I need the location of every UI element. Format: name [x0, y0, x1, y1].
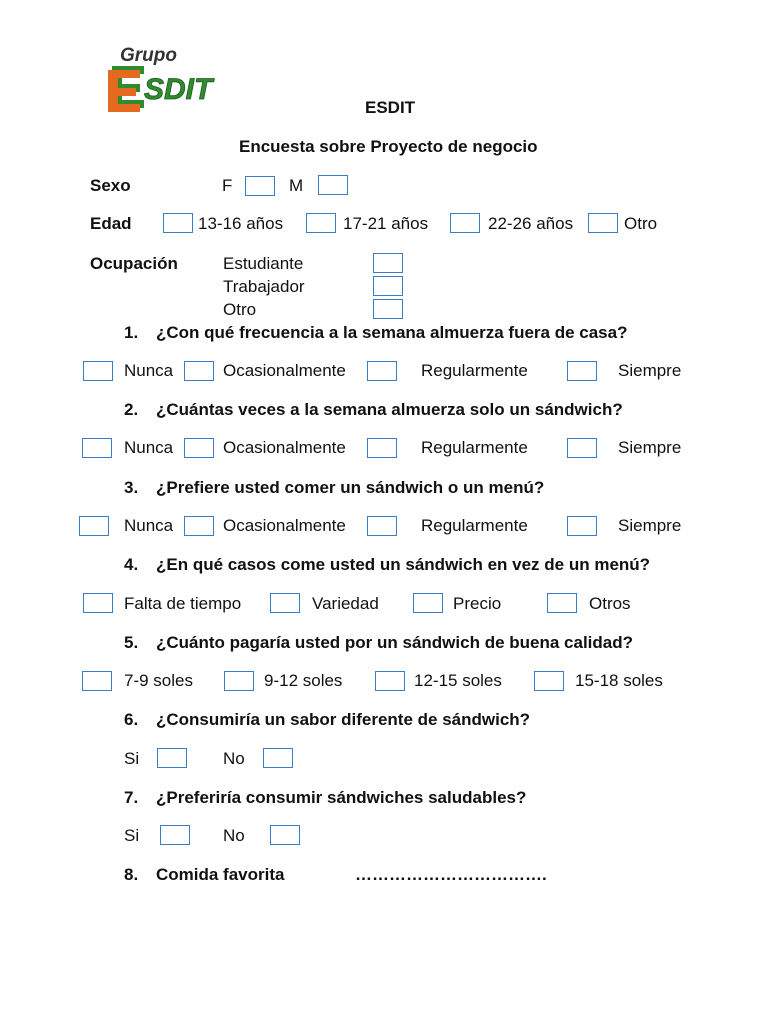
q6-no-checkbox[interactable]: [263, 748, 293, 768]
q3-regularmente-checkbox[interactable]: [367, 516, 397, 536]
question-7: 7. ¿Preferiría consumir sándwiches saludables?: [124, 788, 527, 807]
option-label: 15-18 soles: [575, 671, 663, 690]
q2-siempre-checkbox[interactable]: [567, 438, 597, 458]
edad-17-21-checkbox[interactable]: [306, 213, 336, 233]
question-2: 2. ¿Cuántas veces a la semana almuerza solo un sándwich?: [124, 400, 623, 419]
ocupacion-trabajador-checkbox[interactable]: [373, 276, 403, 296]
edad-option: 17-21 años: [343, 214, 429, 233]
survey-title: Encuesta sobre Proyecto de negocio: [239, 137, 538, 156]
q3-siempre-checkbox[interactable]: [567, 516, 597, 536]
question-3: 3. ¿Prefiere usted comer un sándwich o un menú?: [124, 478, 545, 497]
option-label: No: [223, 749, 245, 768]
option-label: Variedad: [312, 594, 379, 613]
option-label: Ocasionalmente: [223, 516, 346, 535]
option-label: Si: [124, 826, 140, 845]
option-label: Ocasionalmente: [223, 361, 346, 380]
edad-option: 13-16 años: [198, 214, 284, 233]
q1-siempre-checkbox[interactable]: [567, 361, 597, 381]
question-8: 8. Comida favorita: [124, 865, 285, 884]
option-label: 12-15 soles: [414, 671, 502, 690]
edad-option: 22-26 años: [488, 214, 574, 233]
q5-12-15-checkbox[interactable]: [375, 671, 405, 691]
svg-text:Grupo: Grupo: [120, 45, 177, 66]
q2-nunca-checkbox[interactable]: [82, 438, 112, 458]
sexo-label: Sexo: [90, 176, 131, 195]
q2-regularmente-checkbox[interactable]: [367, 438, 397, 458]
svg-text:SDIT: SDIT: [144, 73, 213, 106]
q4-falta-de-tiempo-checkbox[interactable]: [83, 593, 113, 613]
option-label: 9-12 soles: [264, 671, 343, 690]
option-label: Nunca: [124, 438, 174, 457]
option-label: No: [223, 826, 245, 845]
q3-ocasionalmente-checkbox[interactable]: [184, 516, 214, 536]
q4-otros-checkbox[interactable]: [547, 593, 577, 613]
q4-variedad-checkbox[interactable]: [270, 593, 300, 613]
sexo-m-checkbox[interactable]: [318, 175, 348, 195]
ocupacion-otro-checkbox[interactable]: [373, 299, 403, 319]
q7-no-checkbox[interactable]: [270, 825, 300, 845]
sexo-f-checkbox[interactable]: [245, 176, 275, 196]
option-label: Regularmente: [421, 438, 528, 457]
sexo-option-m: M: [289, 176, 304, 195]
edad-label: Edad: [90, 214, 132, 233]
option-label: Falta de tiempo: [124, 594, 242, 613]
question-5: 5. ¿Cuánto pagaría usted por un sándwich de buena calidad?: [124, 633, 634, 652]
edad-option: Otro: [624, 214, 658, 233]
edad-22-26-checkbox[interactable]: [450, 213, 480, 233]
option-label: Siempre: [618, 361, 682, 380]
q1-regularmente-checkbox[interactable]: [367, 361, 397, 381]
ocupacion-option: Otro: [223, 300, 257, 319]
edad-13-16-checkbox[interactable]: [163, 213, 193, 233]
option-label: Precio: [453, 594, 502, 613]
ocupacion-option: Trabajador: [223, 277, 305, 296]
option-label: Si: [124, 749, 140, 768]
q6-si-checkbox[interactable]: [157, 748, 187, 768]
q1-ocasionalmente-checkbox[interactable]: [184, 361, 214, 381]
org-name: ESDIT: [365, 98, 416, 117]
q5-7-9-checkbox[interactable]: [82, 671, 112, 691]
q5-15-18-checkbox[interactable]: [534, 671, 564, 691]
question-4: 4. ¿En qué casos come usted un sándwich en vez de un menú?: [124, 555, 651, 574]
sexo-option-f: F: [222, 176, 233, 195]
option-label: Otros: [589, 594, 631, 613]
q2-ocasionalmente-checkbox[interactable]: [184, 438, 214, 458]
comida-favorita-answer-line[interactable]: …………………………….: [355, 865, 547, 884]
ocupacion-label: Ocupación: [90, 254, 178, 273]
q3-nunca-checkbox[interactable]: [79, 516, 109, 536]
esdit-logo: [104, 44, 244, 114]
ocupacion-option: Estudiante: [223, 254, 304, 273]
q5-9-12-checkbox[interactable]: [224, 671, 254, 691]
question-1: 1. ¿Con qué frecuencia a la semana almuerza fuera de casa?: [124, 323, 628, 342]
q4-precio-checkbox[interactable]: [413, 593, 443, 613]
option-label: Siempre: [618, 516, 682, 535]
option-label: Nunca: [124, 516, 174, 535]
question-6: 6. ¿Consumiría un sabor diferente de sándwich?: [124, 710, 531, 729]
option-label: Regularmente: [421, 516, 528, 535]
ocupacion-estudiante-checkbox[interactable]: [373, 253, 403, 273]
option-label: 7-9 soles: [124, 671, 193, 690]
option-label: Regularmente: [421, 361, 528, 380]
option-label: Ocasionalmente: [223, 438, 346, 457]
option-label: Nunca: [124, 361, 174, 380]
option-label: Siempre: [618, 438, 682, 457]
edad-otro-checkbox[interactable]: [588, 213, 618, 233]
q7-si-checkbox[interactable]: [160, 825, 190, 845]
q1-nunca-checkbox[interactable]: [83, 361, 113, 381]
